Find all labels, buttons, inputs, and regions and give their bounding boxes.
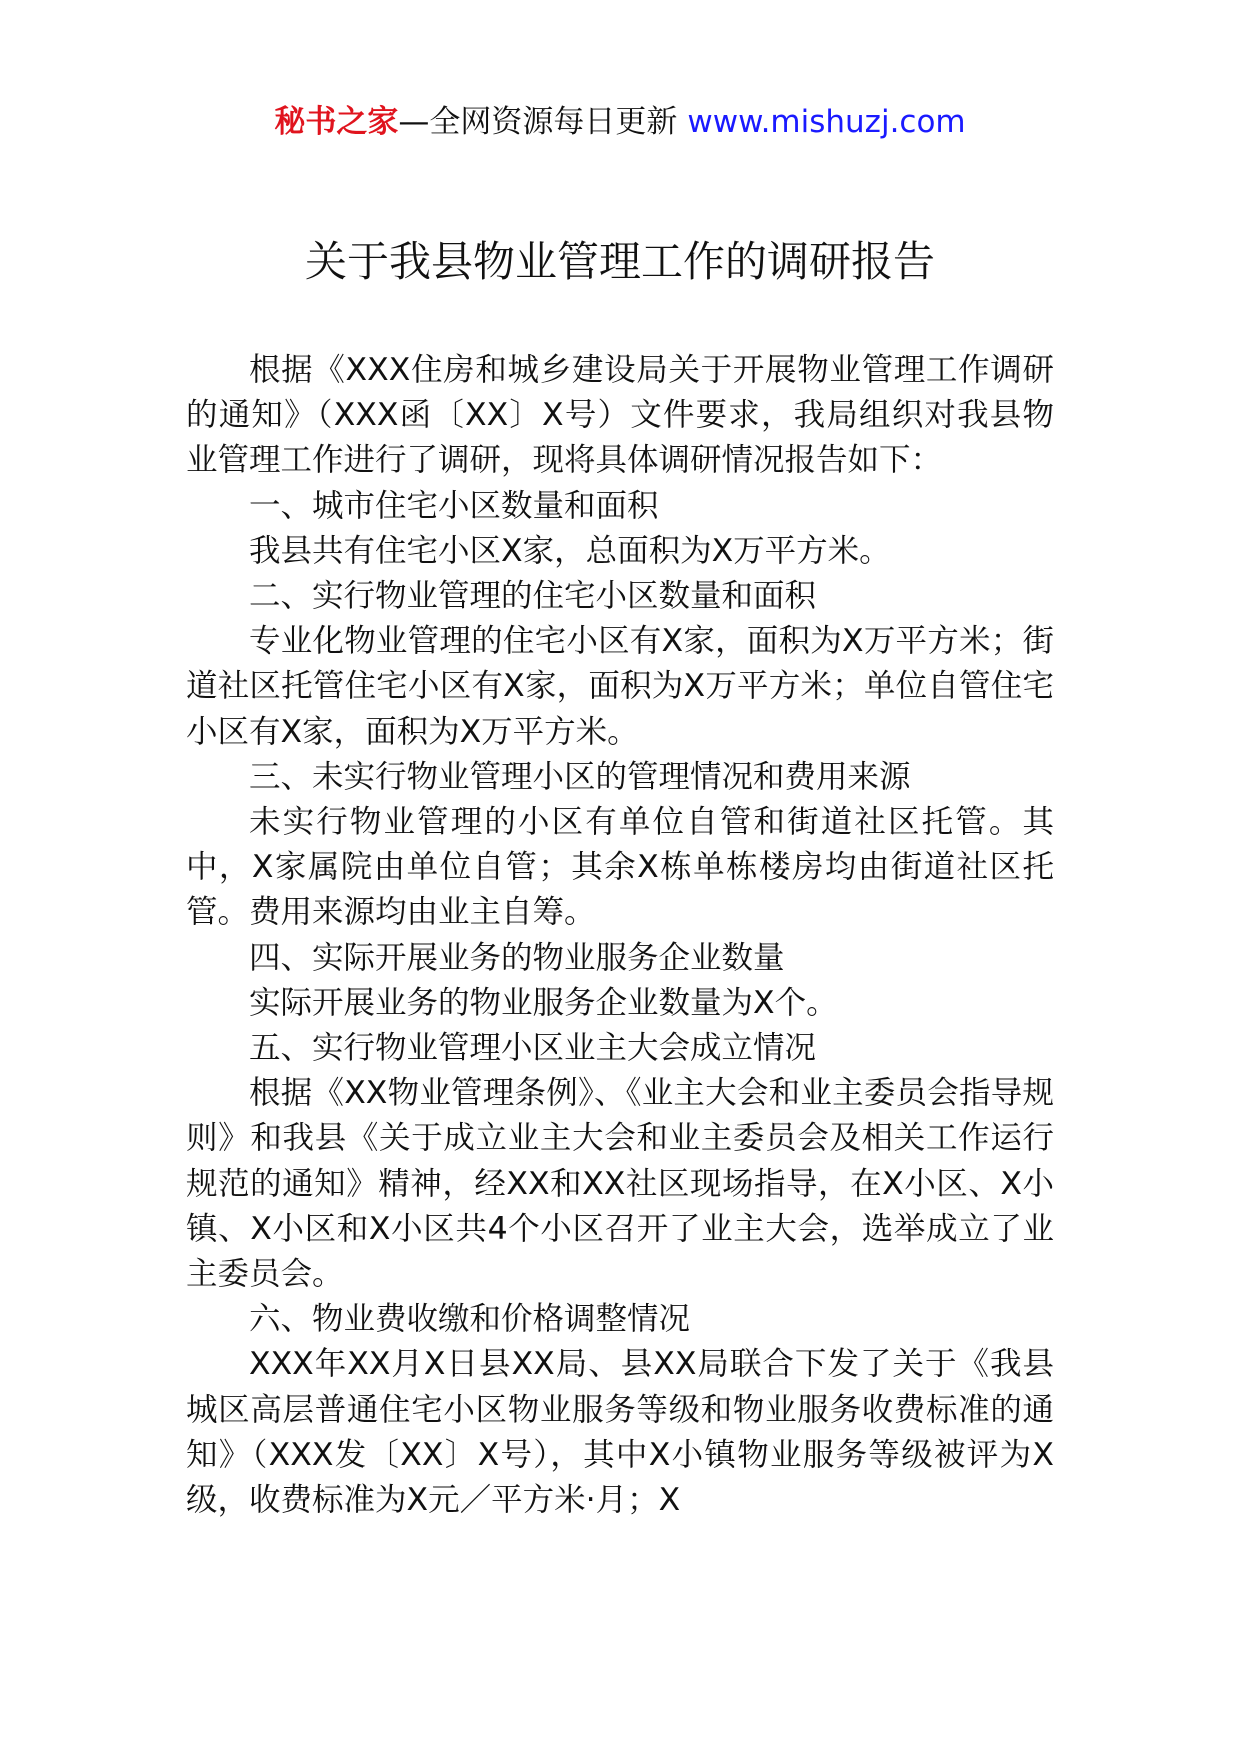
paragraph-intro: 根据《XXX住房和城乡建设局关于开展物业管理工作调研的通知》（XXX函〔XX〕X号）文件要求，我局组织对我县物业管理工作进行了调研，现将具体调研情况报告如下： xyxy=(186,352,1054,479)
paragraph-2: 专业化物业管理的住宅小区有X家，面积为X万平方米；街道社区托管住宅小区有X家，面积为X万平方米；单位自管住宅小区有X家，面积为X万平方米。 xyxy=(186,623,1054,750)
page-header xyxy=(0,100,1240,144)
section-heading-3: 三、未实行物业管理小区的管理情况和费用来源 xyxy=(249,758,911,795)
section-heading-4: 四、实际开展业务的物业服务企业数量 xyxy=(249,939,785,976)
paragraph-4: 实际开展业务的物业服务企业数量为X个。 xyxy=(249,984,838,1021)
section-heading-6: 六、物业费收缴和价格调整情况 xyxy=(249,1301,691,1338)
paragraph-3: 未实行物业管理的小区有单位自管和街道社区托管。其中，X家属院由单位自管；其余X栋单栋楼房均由街道社区托管。费用来源均由业主自筹。 xyxy=(186,804,1054,931)
brand-name: 秘书之家 xyxy=(274,104,399,140)
paragraph-5: 根据《XX物业管理条例》、《业主大会和业主委员会指导规则》和我县《关于成立业主大会和业主委员会及相关工作运行规范的通知》精神，经XX和XX社区现场指导，在X小区、X小镇、X小区和X小区共4个小区召开了业主大会，选举成立了业主委员会。 xyxy=(186,1075,1054,1293)
section-heading-5: 五、实行物业管理小区业主大会成立情况 xyxy=(249,1030,817,1067)
header-tagline: —全网资源每日更新 xyxy=(398,104,678,140)
site-url-link[interactable]: www.mishuzj.com xyxy=(687,104,966,140)
paragraph-6: XXX年XX月X日县XX局、县XX局联合下发了关于《我县城区高层普通住宅小区物业服务等级和物业服务收费标准的通知》（XXX发〔XX〕X号），其中X小镇物业服务等级被评为X级，收费标准为X元／平方米·月；X xyxy=(186,1346,1054,1519)
paragraph-1: 我县共有住宅小区X家，总面积为X万平方米。 xyxy=(249,532,891,569)
section-heading-1: 一、城市住宅小区数量和面积 xyxy=(249,487,659,524)
section-heading-2: 二、实行物业管理的住宅小区数量和面积 xyxy=(249,578,817,615)
document-body xyxy=(186,348,1054,1523)
document-title: 关于我县物业管理工作的调研报告 xyxy=(304,237,935,286)
